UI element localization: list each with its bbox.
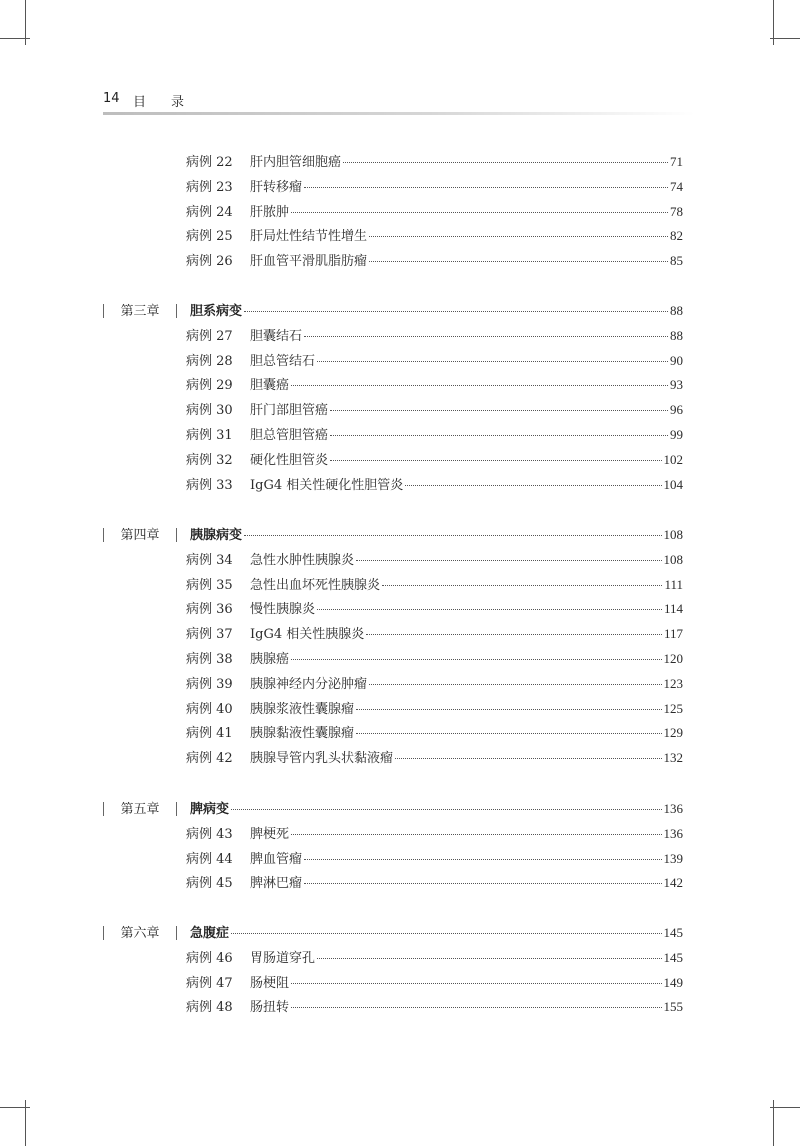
case-page: 74 bbox=[670, 178, 683, 194]
case-page: 132 bbox=[663, 750, 683, 766]
leader-dots bbox=[291, 1007, 661, 1008]
case-page: 114 bbox=[663, 601, 683, 617]
case-number: 病例 25 bbox=[186, 229, 233, 245]
case-page: 139 bbox=[663, 850, 683, 866]
case-number: 病例 46 bbox=[186, 950, 233, 966]
chapter-label: 第五章 bbox=[120, 802, 160, 817]
toc-entry[interactable] bbox=[186, 374, 683, 396]
case-number: 病例 40 bbox=[186, 701, 233, 717]
case-number: 病例 36 bbox=[186, 602, 233, 618]
toc-entry[interactable] bbox=[186, 176, 683, 198]
case-title: 脾梗死 bbox=[250, 826, 290, 842]
leader-dots bbox=[356, 709, 661, 710]
case-page: 78 bbox=[670, 203, 683, 219]
case-title: 肝门部胆管癌 bbox=[250, 403, 329, 419]
toc-entry[interactable] bbox=[186, 673, 683, 695]
chapter-title: 急腹症 bbox=[190, 926, 230, 941]
case-title: 胰腺浆液性囊腺瘤 bbox=[250, 701, 355, 717]
case-page: 102 bbox=[663, 451, 683, 467]
case-title: 胰腺癌 bbox=[250, 652, 290, 667]
case-page: 145 bbox=[663, 949, 683, 965]
case-number: 病例 31 bbox=[186, 428, 233, 443]
chapter-bar-right bbox=[176, 528, 177, 542]
toc-entry[interactable] bbox=[186, 722, 683, 744]
header-title-char-2: 录 bbox=[171, 95, 185, 110]
case-number: 病例 29 bbox=[186, 378, 233, 394]
toc-entry[interactable] bbox=[186, 350, 683, 372]
toc-entry[interactable] bbox=[186, 598, 683, 620]
case-title: 硬化性胆管炎 bbox=[250, 452, 329, 468]
case-number: 病例 22 bbox=[186, 155, 233, 170]
toc-entry[interactable] bbox=[186, 623, 683, 645]
toc-entry[interactable] bbox=[186, 698, 683, 720]
case-page: 136 bbox=[663, 825, 683, 841]
chapter-page: 88 bbox=[670, 303, 683, 318]
case-title: 肝局灶性结节性增生 bbox=[250, 229, 368, 245]
leader-dots bbox=[369, 236, 668, 237]
case-title: 肠梗阻 bbox=[250, 975, 290, 991]
toc-entry[interactable] bbox=[186, 574, 683, 596]
case-number: 病例 32 bbox=[186, 452, 233, 468]
case-page: 117 bbox=[663, 626, 683, 642]
toc-entry[interactable] bbox=[186, 848, 683, 870]
case-page: 129 bbox=[663, 725, 683, 741]
leader-dots bbox=[304, 859, 661, 860]
case-title: 胰腺神经内分泌肿瘤 bbox=[250, 676, 368, 692]
toc-entry[interactable] bbox=[186, 399, 683, 421]
case-title: 胆总管结石 bbox=[250, 353, 316, 369]
case-number: 病例 34 bbox=[186, 552, 233, 568]
case-number: 病例 42 bbox=[186, 751, 233, 767]
case-page: 125 bbox=[663, 700, 683, 716]
leader-dots bbox=[244, 311, 668, 312]
case-number: 病例 33 bbox=[186, 477, 233, 493]
toc-entry[interactable] bbox=[186, 872, 683, 894]
chapter-page: 136 bbox=[663, 801, 683, 816]
leader-dots bbox=[291, 385, 668, 386]
leader-dots bbox=[356, 733, 661, 734]
header-rule bbox=[103, 112, 695, 115]
chapter-title: 脾病变 bbox=[190, 802, 230, 817]
case-page: 85 bbox=[670, 253, 683, 269]
leader-dots bbox=[395, 758, 661, 759]
leader-dots bbox=[382, 585, 662, 586]
case-title: 肝血管平滑肌脂肪瘤 bbox=[250, 254, 368, 270]
toc-entry[interactable] bbox=[186, 747, 683, 769]
case-page: 88 bbox=[670, 327, 683, 343]
leader-dots bbox=[304, 336, 668, 337]
case-page: 120 bbox=[663, 651, 683, 666]
case-title: 肝转移瘤 bbox=[250, 179, 303, 195]
case-title: 肝脓肿 bbox=[250, 204, 290, 220]
leader-dots bbox=[317, 958, 661, 959]
chapter-bar-right bbox=[176, 926, 177, 940]
chapter-entry[interactable] bbox=[103, 922, 683, 944]
case-title: 胰腺导管内乳头状黏液瘤 bbox=[250, 751, 394, 767]
case-number: 病例 41 bbox=[186, 726, 233, 742]
leader-dots bbox=[330, 410, 668, 411]
case-number: 病例 30 bbox=[186, 403, 233, 419]
leader-dots bbox=[330, 460, 661, 461]
chapter-bar-right bbox=[176, 802, 177, 816]
toc-entry[interactable] bbox=[186, 225, 683, 247]
case-title: 脾淋巴瘤 bbox=[250, 876, 303, 892]
case-page: 82 bbox=[670, 228, 683, 244]
case-number: 病例 45 bbox=[186, 876, 233, 892]
case-title: 胆囊结石 bbox=[250, 328, 303, 344]
case-page: 111 bbox=[664, 576, 683, 592]
leader-dots bbox=[291, 659, 661, 660]
leader-dots bbox=[369, 261, 668, 262]
case-number: 病例 39 bbox=[186, 676, 233, 692]
crop-mark-bottom-right-h bbox=[770, 1107, 800, 1108]
case-page: 149 bbox=[663, 974, 683, 990]
running-header bbox=[103, 88, 695, 116]
case-title: 胆囊癌 bbox=[250, 378, 290, 394]
leader-dots bbox=[343, 162, 668, 163]
toc-entry[interactable] bbox=[186, 201, 683, 223]
case-number: 病例 27 bbox=[186, 328, 233, 344]
case-title: 脾血管瘤 bbox=[250, 851, 303, 867]
leader-dots bbox=[405, 485, 661, 486]
crop-mark-bottom-left-h bbox=[0, 1107, 30, 1108]
case-title: IgG4 相关性硬化性胆管炎 bbox=[250, 477, 404, 493]
case-number: 病例 44 bbox=[186, 851, 233, 867]
toc-entry[interactable] bbox=[186, 325, 683, 347]
chapter-entry[interactable] bbox=[103, 524, 683, 546]
toc-entry[interactable] bbox=[186, 424, 683, 446]
case-page: 155 bbox=[663, 999, 683, 1015]
toc-entry[interactable] bbox=[186, 947, 683, 969]
chapter-bar-right bbox=[176, 304, 177, 318]
case-number: 病例 38 bbox=[186, 652, 233, 667]
case-page: 108 bbox=[663, 551, 683, 567]
header-title-char-1: 目 bbox=[133, 95, 147, 110]
leader-dots bbox=[330, 435, 668, 436]
case-title: 急性出血坏死性胰腺炎 bbox=[250, 577, 381, 593]
leader-dots bbox=[231, 933, 661, 934]
leader-dots bbox=[317, 361, 668, 362]
case-number: 病例 28 bbox=[186, 353, 233, 369]
case-page: 90 bbox=[670, 352, 683, 368]
chapter-label: 第四章 bbox=[120, 528, 160, 543]
case-title: 胆总管胆管癌 bbox=[250, 428, 329, 443]
leader-dots bbox=[366, 634, 662, 635]
case-title: 胃肠道穿孔 bbox=[250, 950, 316, 966]
chapter-title: 胰腺病变 bbox=[190, 528, 243, 543]
leader-dots bbox=[369, 684, 661, 685]
leader-dots bbox=[356, 560, 661, 561]
chapter-entry[interactable] bbox=[103, 798, 683, 820]
toc-entry[interactable] bbox=[186, 151, 683, 173]
chapter-page: 108 bbox=[663, 527, 683, 542]
chapter-label: 第三章 bbox=[120, 304, 160, 319]
toc-entry[interactable] bbox=[186, 823, 683, 845]
toc-entry[interactable] bbox=[186, 648, 683, 670]
case-title: IgG4 相关性胰腺炎 bbox=[250, 627, 365, 643]
case-title: 肠扭转 bbox=[250, 1000, 290, 1016]
case-number: 病例 24 bbox=[186, 204, 233, 220]
toc-entry[interactable] bbox=[186, 250, 683, 272]
toc-entry[interactable] bbox=[186, 474, 683, 496]
leader-dots bbox=[291, 983, 661, 984]
case-page: 96 bbox=[670, 402, 683, 418]
toc-entry[interactable] bbox=[186, 972, 683, 994]
case-page: 93 bbox=[670, 377, 683, 393]
leader-dots bbox=[317, 609, 662, 610]
crop-mark-top-right-h bbox=[770, 38, 800, 39]
chapter-title: 胆系病变 bbox=[190, 304, 243, 319]
chapter-label: 第六章 bbox=[120, 926, 160, 941]
leader-dots bbox=[231, 809, 661, 810]
toc-entry[interactable] bbox=[186, 996, 683, 1018]
case-number: 病例 48 bbox=[186, 1000, 233, 1016]
case-page: 123 bbox=[663, 675, 683, 691]
leader-dots bbox=[291, 834, 661, 835]
leader-dots bbox=[291, 212, 668, 213]
case-title: 急性水肿性胰腺炎 bbox=[250, 552, 355, 568]
case-title: 肝内胆管细胞癌 bbox=[250, 155, 342, 170]
case-page: 71 bbox=[670, 154, 683, 169]
case-number: 病例 43 bbox=[186, 826, 233, 842]
case-title: 慢性胰腺炎 bbox=[250, 602, 316, 618]
case-page: 104 bbox=[663, 476, 683, 492]
leader-dots bbox=[304, 883, 661, 884]
case-number: 病例 35 bbox=[186, 577, 233, 593]
case-number: 病例 23 bbox=[186, 179, 233, 195]
header-page-number: 14 bbox=[103, 91, 120, 106]
crop-mark-top-left-h bbox=[0, 38, 30, 39]
toc-entry[interactable] bbox=[186, 549, 683, 571]
case-page: 142 bbox=[663, 875, 683, 891]
case-number: 病例 47 bbox=[186, 975, 233, 991]
chapter-page: 145 bbox=[663, 925, 683, 940]
case-page: 99 bbox=[670, 427, 683, 442]
case-number: 病例 26 bbox=[186, 254, 233, 270]
case-number: 病例 37 bbox=[186, 627, 233, 643]
toc-entry[interactable] bbox=[186, 449, 683, 471]
leader-dots bbox=[244, 535, 661, 536]
leader-dots bbox=[304, 187, 668, 188]
case-title: 胰腺黏液性囊腺瘤 bbox=[250, 726, 355, 742]
chapter-entry[interactable] bbox=[103, 300, 683, 322]
